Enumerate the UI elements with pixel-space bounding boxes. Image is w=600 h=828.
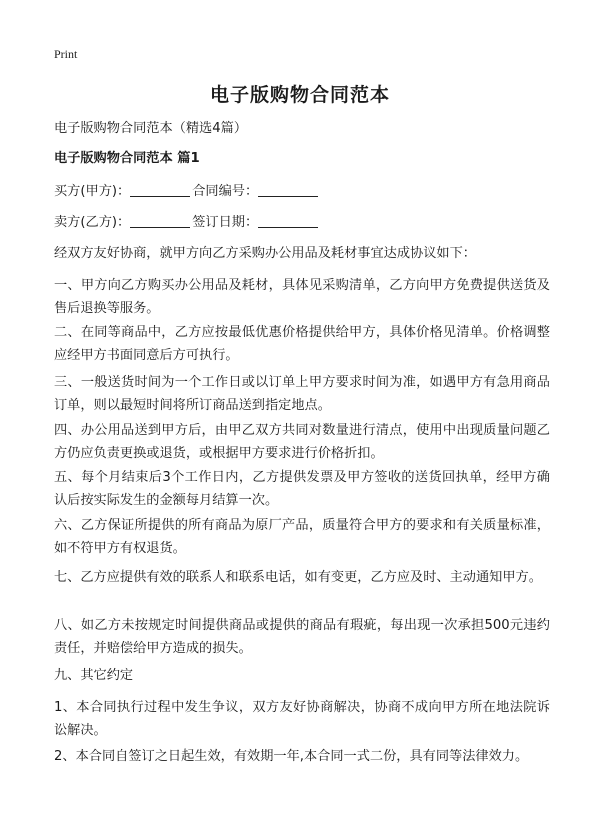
contract-number-blank [258, 182, 318, 197]
section-heading: 电子版购物合同范本 篇1 [54, 151, 200, 166]
buyer-label: 买方(甲方)： [54, 184, 131, 199]
clause-9-heading: 九、其它约定 [54, 668, 134, 683]
clause-9-item-2: 2、本合同自签订之日起生效，有效期一年,本合同一式二份，具有同等法律效力。 [54, 749, 529, 764]
clause-3: 三、一般送货时间为一个工作日或以订单上甲方要求时间为准，如遇甲方有急用商品订单，则以最短时间将所订商品送到指定地点。 [54, 375, 550, 413]
clause-6: 六、乙方保证所提供的所有商品为原厂产品，质量符合甲方的要求和有关质量标准，如不符甲方有权退货。 [54, 518, 550, 556]
intro-paragraph: 经双方友好协商，就甲方向乙方采购办公用品及耗材事宜达成协议如下： [54, 246, 476, 261]
clause-1: 一、甲方向乙方购买办公用品及耗材，具体见采购清单，乙方向甲方免费提供送货及售后退换等服务。 [54, 278, 550, 316]
clause-9-item-1: 1、本合同执行过程中发生争议，双方友好协商解决，协商不成向甲方所在地法院诉讼解决。 [54, 700, 550, 738]
clause-5: 五、每个月结束后3个工作日内，乙方提供发票及甲方签收的送货回执单，经甲方确认后按实际发生的金额每月结算一次。 [54, 470, 550, 508]
sign-date-label: 签订日期： [192, 215, 259, 230]
buyer-blank [130, 182, 190, 197]
clause-7: 七、乙方应提供有效的联系人和联系电话，如有变更，乙方应及时、主动通知甲方。 [54, 570, 542, 585]
buyer-row [54, 181, 320, 203]
seller-row [54, 212, 320, 234]
print-link[interactable]: Print [54, 47, 78, 61]
seller-blank [130, 213, 190, 228]
seller-label: 卖方(乙方)： [54, 215, 131, 230]
document-title: 电子版购物合同范本 [209, 84, 390, 106]
sign-date-blank [258, 213, 318, 228]
clause-2: 二、在同等商品中，乙方应按最低优惠价格提供给甲方，具体价格见清单。价格调整应经甲方书面同意后方可执行。 [54, 325, 550, 363]
document-subtitle: 电子版购物合同范本（精选4篇） [54, 121, 248, 136]
clause-8: 八、如乙方未按规定时间提供商品或提供的商品有瑕疵，每出现一次承担500元违约责任，并赔偿给甲方造成的损失。 [54, 618, 550, 656]
clause-4: 四、办公用品送到甲方后，由甲乙双方共同对数量进行清点，使用中出现质量问题乙方仍应负责更换或退货，或根据甲方要求进行价格折扣。 [54, 423, 550, 461]
contract-number-label: 合同编号： [192, 184, 259, 199]
